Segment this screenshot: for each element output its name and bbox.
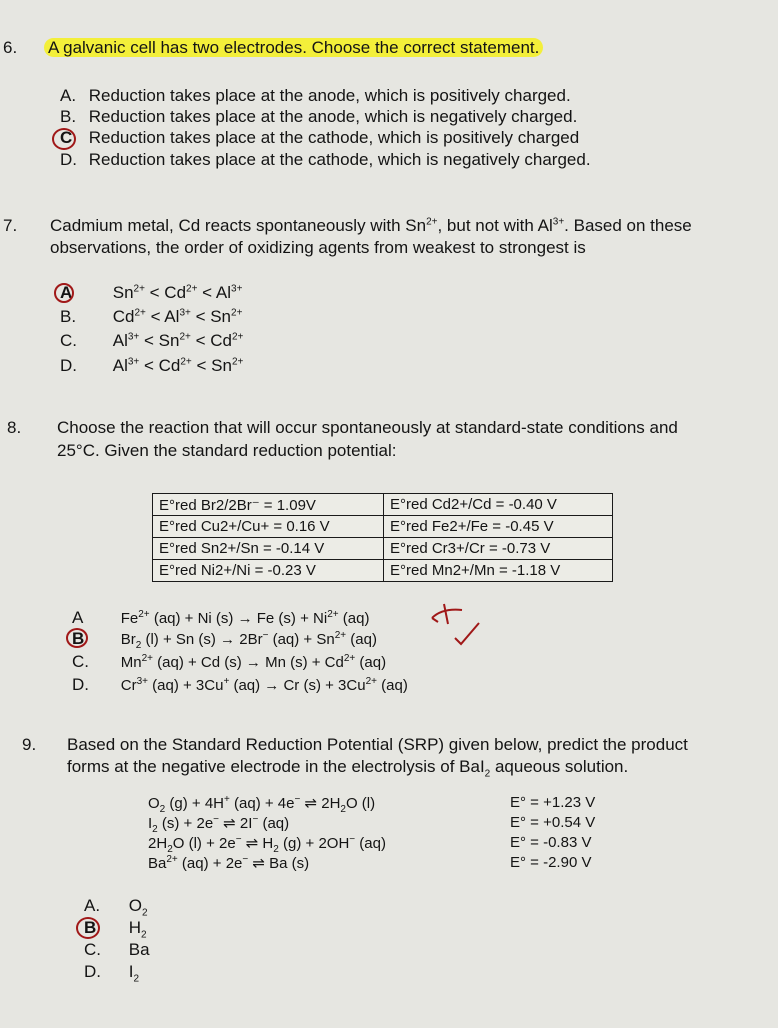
q6-stem-highlight: A galvanic cell has two electrodes. Choose the correct statement. — [44, 38, 543, 57]
table-row — [153, 494, 613, 516]
q8-stem-line2: 25°C. Given the standard reduction potential: — [57, 441, 397, 460]
half-reaction-1: $O_2$ (g) + 4H+ (aq) + 4e− ⇌ $2H_2O$ (l) — [148, 794, 376, 815]
q6-number: 6. — [3, 38, 18, 57]
q7-stem-line2: observations, the order of oxidizing agents from weakest to strongest is — [50, 238, 586, 257]
q9-option-d-text: $I_2$ — [128, 962, 140, 985]
table-row — [153, 538, 613, 560]
table-cell: E°red Cd2+/Cd = -0.40 V — [384, 494, 613, 516]
table-cell: E°red Fe2+/Fe = -0.45 V — [384, 516, 613, 538]
q8-option-a[interactable]: A $Fe^{2+}$ (aq) + Ni (s) → Fe $(s) + Ni^{2+}$ (aq) — [72, 608, 370, 627]
q9-option-c-text: Ba — [128, 940, 150, 959]
q7-option-b[interactable]: B. $Cd^{2+} < Al^{3+} < Sn^{2+}$ — [60, 307, 243, 326]
q7-option-c[interactable]: C. $Al^{3+} < Sn^{2+} < Cd^{2+}$ — [60, 331, 244, 350]
q6-option-a[interactable]: A. Reduction takes place at the anode, which is positively charged. — [60, 86, 571, 105]
table-cell: E°red Cu2+/Cu+ = 0.16 V — [153, 516, 384, 538]
q7-number: 7. — [3, 216, 18, 235]
q9-option-d[interactable]: D. $I_2$ — [84, 962, 140, 985]
q8-option-b[interactable]: B $Br_2$ (l) + Sn (s) → 2Br− $(aq) + Sn^{2+}$ (aq) — [72, 629, 377, 651]
table-cell: E°red Cr3+/Cr = -0.73 V — [384, 538, 613, 560]
q8-option-d[interactable]: D. $Cr^{3+}$ (aq) + 3Cu+ (aq) → Cr $(s) + 3Cu^{2+}$ (aq) — [72, 675, 408, 694]
table-cell: E°red Ni2+/Ni = -0.23 V — [153, 560, 384, 582]
potential-4: E° = -2.90 V — [510, 854, 592, 871]
half-reaction-4: $Ba^{2+}$ (aq) + 2e− ⇌ Ba (s) — [148, 854, 310, 872]
q6-stem — [44, 37, 543, 59]
q9-option-b-text: $H_2$ — [128, 918, 147, 941]
q6-answer-circle — [52, 128, 76, 150]
q7-stem-line1: Cadmium metal, Cd reacts spontaneously with $Sn^{2+}$, but not with $Al^{3+}$. Based on these — [50, 216, 692, 235]
q7-option-a[interactable]: A $Sn^{2+} < Cd^{2+} < Al^{3+}$ — [60, 283, 243, 302]
q8-option-c-text: $Mn^{2+}$ (aq) + Cd (s) → Mn $(s) + Cd^{2+}$ (aq) — [120, 653, 387, 671]
potential-1: E° = +1.23 V — [510, 794, 596, 811]
table-cell: E°red Mn2+/Mn = -1.18 V — [384, 560, 613, 582]
q8-stem-line1: Choose the reaction that will occur spontaneously at standard-state conditions and — [57, 418, 678, 437]
q7-option-d-text: $Al^{3+} < Cd^{2+} < Sn^{2+}$ — [112, 356, 244, 375]
potential-3: E° = -0.83 V — [510, 834, 592, 851]
half-reaction-3: $2H_2O$ (l) + 2e− ⇌ $H_2$ (g) + 2OH− (aq) — [148, 834, 386, 855]
checkmark-icon — [452, 620, 482, 648]
q8-number: 8. — [7, 418, 22, 437]
q9-answer-circle — [76, 917, 100, 939]
q7-option-a-text: $Sn^{2+} < Cd^{2+} < Al^{3+}$ — [112, 283, 243, 302]
q6-option-c[interactable]: C Reduction takes place at the cathode, which is positively charged — [60, 128, 580, 147]
table-cell: E°red Sn2+/Sn = -0.14 V — [153, 538, 384, 560]
table-row — [153, 516, 613, 538]
q9-number: 9. — [22, 735, 37, 754]
q9-option-c[interactable]: C. Ba — [84, 940, 150, 959]
q8-option-b-text: $Br_2$ (l) + Sn (s) → 2Br− $(aq) + Sn^{2+}$ (aq) — [120, 630, 377, 651]
q8-option-d-text: $Cr^{3+}$ (aq) + 3Cu+ (aq) → Cr $(s) + 3Cu^{2+}$ (aq) — [120, 676, 408, 694]
reduction-potential-table — [152, 493, 613, 582]
table-row — [153, 560, 613, 582]
q7-answer-circle — [54, 283, 74, 303]
q8-option-a-text: $Fe^{2+}$ (aq) + Ni (s) → Fe $(s) + Ni^{2+}$ (aq) — [120, 609, 370, 627]
q7-option-d[interactable]: D. $Al^{3+} < Cd^{2+} < Sn^{2+}$ — [60, 356, 244, 375]
potential-2: E° = +0.54 V — [510, 814, 596, 831]
table-cell: E°red Br2/2Br⁻ = 1.09V — [153, 494, 384, 516]
q6-option-d[interactable]: D. Reduction takes place at the cathode, which is negatively charged. — [60, 150, 591, 169]
q7-option-b-text: $Cd^{2+} < Al^{3+} < Sn^{2+}$ — [112, 307, 243, 326]
q9-stem-line1: Based on the Standard Reduction Potential (SRP) given below, predict the product — [67, 735, 688, 754]
half-reaction-2: $I_2$ (s) + 2e− ⇌ 2I− (aq) — [148, 814, 290, 835]
q6-option-b[interactable]: B. Reduction takes place at the anode, which is negatively charged. — [60, 107, 578, 126]
q8-option-c[interactable]: C. $Mn^{2+}$ (aq) + Cd (s) → Mn $(s) + Cd^{2+}$ (aq) — [72, 652, 387, 671]
q9-stem-line2: forms at the negative electrode in the electrolysis of BaI$_2$ aqueous solution. — [67, 757, 629, 780]
q8-answer-circle — [66, 628, 88, 648]
q9-option-a[interactable]: A. $O_2$ — [84, 896, 148, 919]
q9-option-a-text: $O_2$ — [128, 896, 148, 919]
q7-option-c-text: $Al^{3+} < Sn^{2+} < Cd^{2+}$ — [112, 331, 244, 350]
q9-option-b[interactable]: B $H_2$ — [84, 918, 147, 941]
